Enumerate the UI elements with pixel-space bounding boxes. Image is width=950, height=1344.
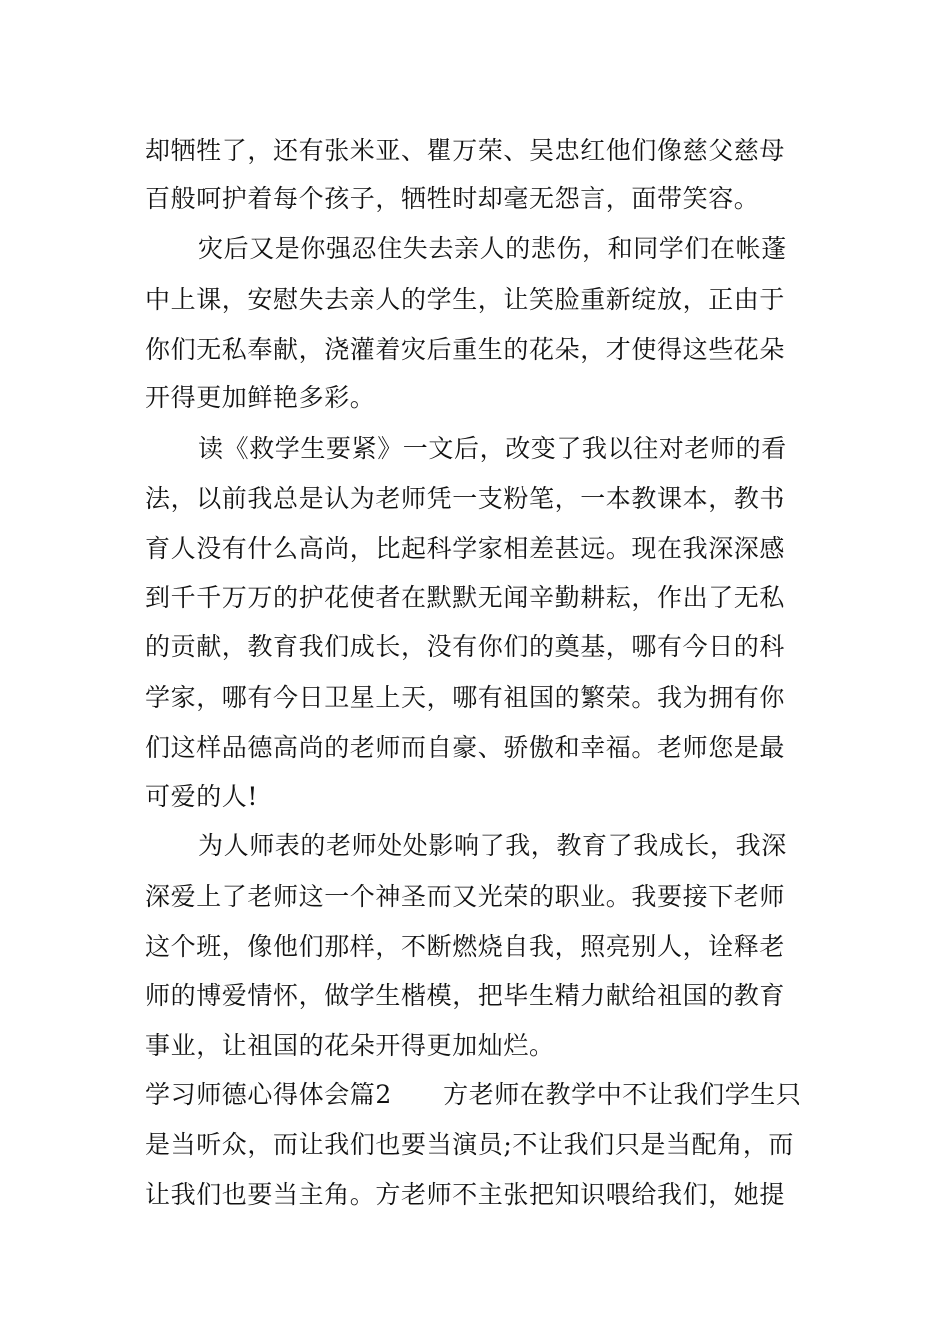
text-line: 让我们也要当主角。方老师不主张把知识喂给我们，她提 [145,1180,786,1209]
text-line: 中上课，安慰失去亲人的学生，让笑脸重新绽放，正由于 [145,285,786,314]
text-line: 事业，让祖国的花朵开得更加灿烂。 [145,1031,555,1060]
text-line: 到千千万万的护花使者在默默无闻辛勤耕耘，作出了无私 [145,583,786,612]
text-line: 开得更加鲜艳多彩。 [145,383,376,412]
text-line: 学家，哪有今日卫星上天，哪有祖国的繁荣。我为拥有你 [145,683,786,712]
text-line: 灾后又是你强忍住失去亲人的悲伤，和同学们在帐蓬 [198,234,787,263]
text-line: 深爱上了老师这一个神圣而又光荣的职业。我要接下老师 [145,882,786,911]
text-line: 你们无私奉献，浇灌着灾后重生的花朵，才使得这些花朵 [145,335,786,364]
text-line: 们这样品德高尚的老师而自豪、骄傲和幸福。老师您是最 [145,733,786,762]
text-line: 可爱的人! [145,782,259,811]
text-line: 读《救学生要紧》一文后，改变了我以往对老师的看 [198,434,787,463]
text-line: 师的博爱情怀，做学生楷模，把毕生精力献给祖国的教育 [145,981,786,1010]
text-line: 这个班，像他们那样，不断燃烧自我，照亮别人，诠释老 [145,932,786,961]
text-line: 是当听众，而让我们也要当演员;不让我们只是当配角，而 [145,1130,795,1159]
text-line: 却牺牲了，还有张米亚、瞿万荣、吴忠红他们像慈父慈母 [145,136,786,165]
section-heading-line: 学习师德心得体会篇2 方老师在教学中不让我们学生只 [145,1080,802,1109]
text-line: 百般呵护着每个孩子，牺牲时却毫无怨言，面带笑容。 [145,184,760,213]
text-line: 为人师表的老师处处影响了我，教育了我成长，我深 [198,831,787,860]
text-line: 育人没有什么高尚，比起科学家相差甚远。现在我深深感 [145,534,786,563]
text-line: 法，以前我总是认为老师凭一支粉笔，一本教课本，教书 [145,484,786,513]
text-line: 的贡献，教育我们成长，没有你们的奠基，哪有今日的科 [145,632,786,661]
